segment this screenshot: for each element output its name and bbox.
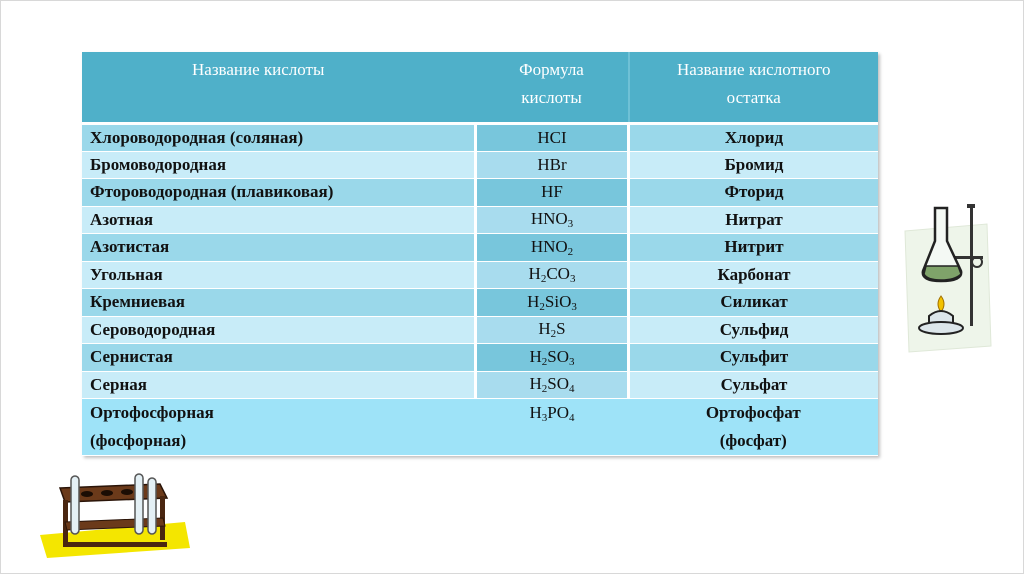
acid-residue-cell: Нитрат — [629, 206, 879, 234]
header-formula-line1: Формула — [519, 60, 584, 79]
acid-name-cell: Бромоводородная — [82, 151, 476, 179]
table-row — [82, 371, 878, 399]
acid-formula-cell: HF — [476, 179, 629, 207]
acid-formula-cell: $H_3PO_4$ — [476, 399, 629, 456]
header-residue-line1: Название кислотного — [676, 60, 831, 79]
acid-residue-cell: Нитрит — [629, 234, 879, 262]
acid-residue-cell: Сульфит — [629, 344, 879, 372]
acid-residue-cell: Сульфат — [629, 371, 879, 399]
acid-residue-cell: Бромид — [629, 151, 879, 179]
acid-formula-cell: HCI — [476, 124, 629, 152]
acid-formula-cell: $H_2CO_3$ — [476, 261, 629, 289]
acid-formula-cell: $HNO_2$ — [476, 234, 629, 262]
acid-formula-cell: HBr — [476, 151, 629, 179]
test-tube-rack-icon — [35, 470, 195, 560]
acid-name-line1: Ортофосфорная — [90, 403, 214, 422]
acid-name-cell: Кремниевая — [82, 289, 476, 317]
acids-table — [82, 52, 878, 456]
acid-name-cell: Азотная — [82, 206, 476, 234]
acid-name-cell — [82, 399, 476, 456]
table-row — [82, 151, 878, 179]
acid-formula-cell: $H_2SO_4$ — [476, 371, 629, 399]
header-residue — [629, 52, 879, 124]
acid-residue-cell: Карбонат — [629, 261, 879, 289]
table-row — [82, 344, 878, 372]
lab-flask-burner-icon — [895, 196, 995, 356]
acid-formula-cell: $HNO_3$ — [476, 206, 629, 234]
acid-name-cell: Азотистая — [82, 234, 476, 262]
header-formula — [476, 52, 629, 124]
acid-name-cell: Сероводородная — [82, 316, 476, 344]
table-row — [82, 179, 878, 207]
acid-formula-cell: $H_2SO_3$ — [476, 344, 629, 372]
acid-residue-line2: (фосфат) — [719, 431, 787, 450]
acid-name-line2: (фосфорная) — [90, 431, 187, 450]
acid-residue-cell: Хлорид — [629, 124, 879, 152]
header-acid-name: Название кислоты — [82, 52, 476, 124]
table-row — [82, 289, 878, 317]
header-formula-line2: кислоты — [521, 88, 582, 107]
acid-residue-cell: Фторид — [629, 179, 879, 207]
table-row — [82, 206, 878, 234]
acid-residue-line1: Ортофосфат — [705, 403, 801, 422]
header-row — [82, 52, 878, 124]
header-residue-line2: остатка — [726, 88, 781, 107]
acid-name-cell: Фтороводородная (плавиковая) — [82, 179, 476, 207]
acid-residue-cell: Сульфид — [629, 316, 879, 344]
acid-formula-cell: $H_2SiO_3$ — [476, 289, 629, 317]
table-row — [82, 316, 878, 344]
table-row-last — [82, 399, 878, 456]
acid-residue-cell: Силикат — [629, 289, 879, 317]
acid-name-cell: Сернистая — [82, 344, 476, 372]
acid-name-cell: Угольная — [82, 261, 476, 289]
acid-formula-cell: $H_2S$ — [476, 316, 629, 344]
table-row — [82, 234, 878, 262]
table-row — [82, 124, 878, 152]
acid-residue-cell — [629, 399, 879, 456]
table-row — [82, 261, 878, 289]
acid-name-cell: Серная — [82, 371, 476, 399]
acid-name-cell: Хлороводородная (соляная) — [82, 124, 476, 152]
table-body — [82, 124, 878, 456]
